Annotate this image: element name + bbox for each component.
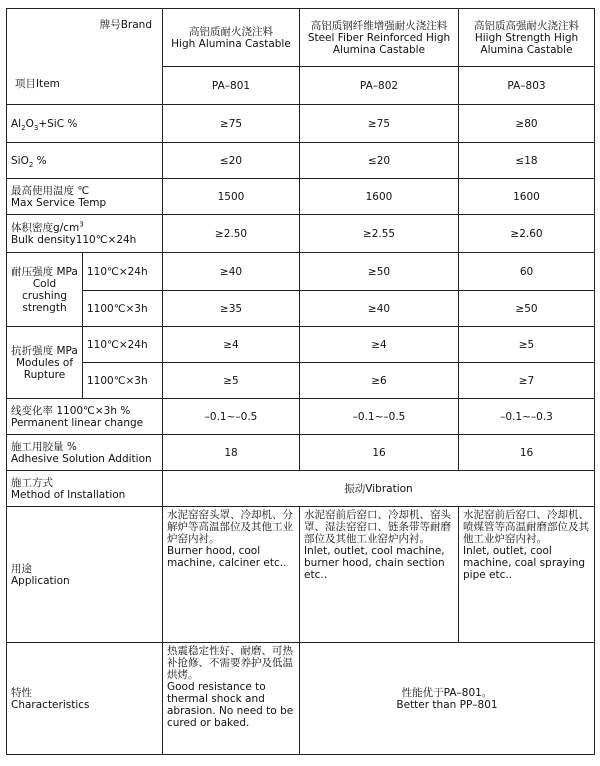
rupture-value: ≥4 — [163, 327, 300, 363]
characteristics-801-cn: 热震稳定性好、耐磨、可热补抢修、不需要养护及低温烘烤。 — [167, 645, 293, 681]
item-label: 项目Item — [15, 78, 60, 90]
sio2-value: ≤20 — [300, 143, 459, 179]
method-label: 施工方式 Method of Installation — [7, 471, 163, 507]
code-802: PA–802 — [300, 67, 459, 105]
rupture-cond: 1100℃×3h — [83, 363, 163, 399]
crushing-row-2 — [7, 291, 595, 327]
rupture-cond: 110℃×24h — [83, 327, 163, 363]
service-temp-value: 1500 — [163, 179, 300, 215]
characteristics-802-cn: 性能优于PA–801。 — [401, 686, 493, 699]
castable-spec-table — [6, 8, 595, 755]
sio2-label: SiO$_2$ % — [7, 143, 163, 179]
application-cell-802 — [300, 507, 459, 643]
density-row — [7, 215, 595, 253]
rupture-value: ≥6 — [300, 363, 459, 399]
adhesive-value: 16 — [459, 435, 595, 471]
rupture-value: ≥7 — [459, 363, 595, 399]
product-name-802 — [300, 9, 459, 67]
linear-change-row — [7, 399, 595, 435]
sio2-row — [7, 143, 595, 179]
crushing-value: ≥40 — [300, 291, 459, 327]
adhesive-label: 施工用胶量 % Adhesive Solution Addition — [7, 435, 163, 471]
linear-change-value: –0.1~–0.5 — [300, 399, 459, 435]
al2o3-value: ≥80 — [459, 105, 595, 143]
service-temp-value: 1600 — [459, 179, 595, 215]
crushing-value: ≥50 — [300, 253, 459, 291]
product-801-en: High Alumina Castable — [171, 37, 291, 50]
rupture-value: ≥4 — [300, 327, 459, 363]
crushing-value: 60 — [459, 253, 595, 291]
brand-label: 牌号Brand — [99, 19, 152, 31]
adhesive-value: 18 — [163, 435, 300, 471]
crushing-cond: 110℃×24h — [83, 253, 163, 291]
characteristics-cell-802-803 — [300, 643, 595, 755]
product-name-801 — [163, 9, 300, 67]
density-value: ≥2.50 — [163, 215, 300, 253]
application-802-cn: 水泥窑前后窑口、冷却机、窑头罩、湿法窑窑口、链条带等耐磨部位及其他工业窑炉内衬。 — [304, 509, 451, 545]
product-803-cn: 高铝质高强耐火浇注料 — [474, 19, 579, 32]
rupture-value: ≥5 — [459, 327, 595, 363]
brand-item-corner-cell — [7, 9, 163, 105]
sio2-value: ≤20 — [163, 143, 300, 179]
application-cell-803 — [459, 507, 595, 643]
code-801: PA–801 — [163, 67, 300, 105]
linear-change-value: –0.1~–0.5 — [163, 399, 300, 435]
characteristics-cell-801 — [163, 643, 300, 755]
service-temp-row — [7, 179, 595, 215]
density-value: ≥2.55 — [300, 215, 459, 253]
al2o3-value: ≥75 — [163, 105, 300, 143]
method-value: 振动Vibration — [163, 471, 595, 507]
density-value: ≥2.60 — [459, 215, 595, 253]
al2o3-label: $Al_2O_3+SiC$ % — [7, 105, 163, 143]
crushing-value: ≥35 — [163, 291, 300, 327]
product-name-803 — [459, 9, 595, 67]
crushing-value: ≥50 — [459, 291, 595, 327]
al2o3-value: ≥75 — [300, 105, 459, 143]
characteristics-802-en: Better than PP–801 — [396, 698, 498, 711]
product-802-cn: 高铝质钢纤维增强耐火浇注料 — [310, 19, 448, 32]
crushing-row-1 — [7, 253, 595, 291]
crushing-label: 耐压强度 MPa Cold crushing strength — [7, 253, 83, 327]
characteristics-801-en: Good resistance to thermal shock and abrasion. No need to be cured or baked. — [167, 681, 294, 729]
linear-change-label: 线变化率 1100℃×3h % Permanent linear change — [7, 399, 163, 435]
characteristics-label: 特性 Characteristics — [7, 643, 163, 755]
application-803-cn: 水泥窑前后窑口、冷却机、喷煤管等高温耐磨部位及其他工业炉窑内衬。 — [463, 509, 589, 545]
application-802-en: Inlet, outlet, cool machine, burner hood, chain section etc.. — [304, 545, 445, 581]
rupture-value: ≥5 — [163, 363, 300, 399]
rupture-label: 抗折强度 MPa Modules of Rupture — [7, 327, 83, 399]
method-row — [7, 471, 595, 507]
rupture-row-1 — [7, 327, 595, 363]
spec-table-sheet — [6, 8, 594, 755]
application-cell-801 — [163, 507, 300, 643]
application-label: 用途 Application — [7, 507, 163, 643]
sio2-value: ≤18 — [459, 143, 595, 179]
rupture-row-2 — [7, 363, 595, 399]
code-803: PA–803 — [459, 67, 595, 105]
header-row — [7, 9, 595, 67]
application-801-cn: 水泥窑窑头罩、冷却机、分解炉等高温部位及其他工业炉窑内衬。 — [167, 509, 293, 545]
crushing-value: ≥40 — [163, 253, 300, 291]
adhesive-row — [7, 435, 595, 471]
density-label: 体积密度$g/cm^3$ Bulk density110℃×24h — [7, 215, 163, 253]
crushing-cond: 1100℃×3h — [83, 291, 163, 327]
application-row — [7, 507, 595, 643]
linear-change-value: –0.1~–0.3 — [459, 399, 595, 435]
application-803-en: Inlet, outlet, cool machine, coal spraying pipe etc.. — [463, 545, 586, 581]
application-801-en: Burner hood, cool machine, calciner etc.. — [167, 545, 287, 569]
service-temp-label: 最高使用温度 ℃ Max Service Temp — [7, 179, 163, 215]
al2o3-row — [7, 105, 595, 143]
adhesive-value: 16 — [300, 435, 459, 471]
characteristics-row — [7, 643, 595, 755]
service-temp-value: 1600 — [300, 179, 459, 215]
product-803-en: Hiigh Strength High Alumina Castable — [474, 31, 579, 56]
product-802-en: Steel Fiber Reinforced High Alumina Castable — [307, 31, 451, 56]
product-801-cn: 高铝质耐火浇注料 — [189, 25, 273, 38]
